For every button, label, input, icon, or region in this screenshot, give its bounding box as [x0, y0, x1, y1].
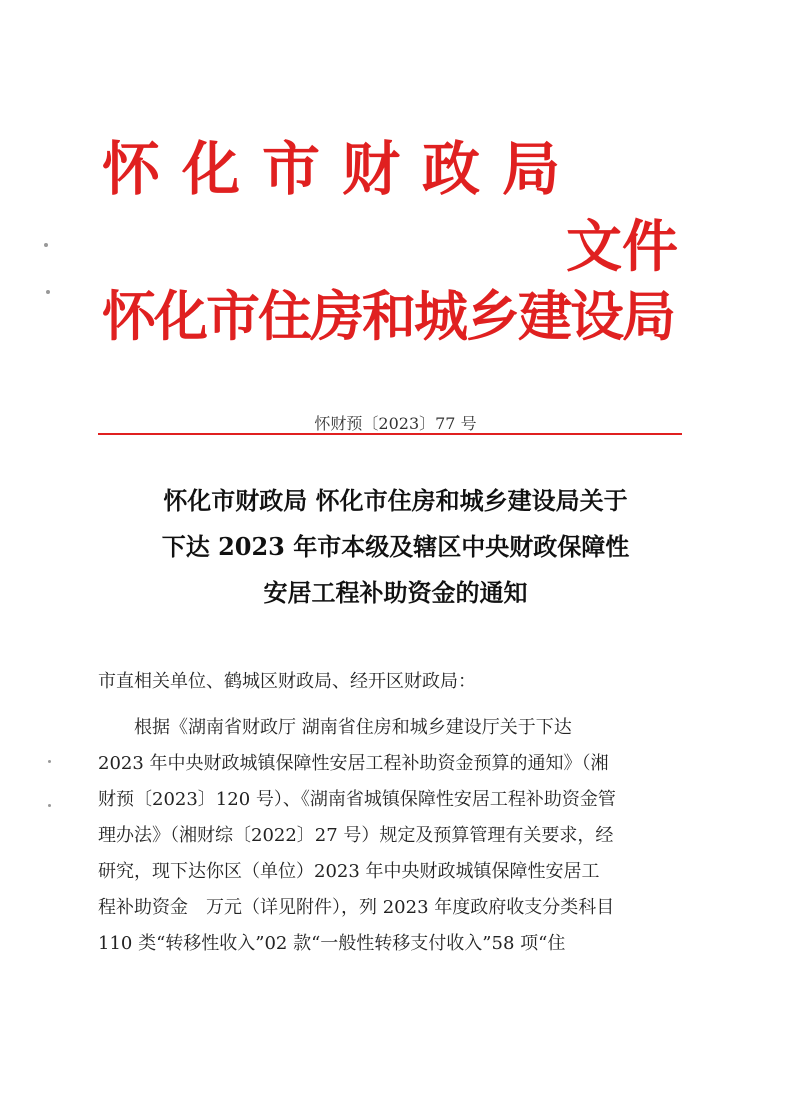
- body-line: 2023 年中央财政城镇保障性安居工程补助资金预算的通知》（湘: [98, 753, 609, 774]
- issuer-finance-bureau: 怀化市财政局: [102, 135, 583, 203]
- document-number: 怀财预〔2023〕77 号: [314, 414, 477, 433]
- document-title: [0, 478, 791, 616]
- body-line: 根据《湖南省财政厅 湖南省住房和城乡建设厅关于下达: [134, 717, 572, 738]
- title-line: 安居工程补助资金的通知: [263, 578, 528, 607]
- body-line: 理办法》（湘财综〔2022〕27 号）规定及预算管理有关要求，经: [98, 825, 614, 846]
- body-line: 财预〔2023〕120 号）、《湖南省城镇保障性安居工程补助资金管: [98, 789, 616, 810]
- document-type-label: 文件: [566, 215, 678, 280]
- scan-speck: [48, 804, 51, 807]
- title-line: 怀化市财政局 怀化市住房和城乡建设局关于: [163, 486, 628, 515]
- body-line: 110 类“转移性收入”02 款“一般性转移支付收入”58 项“住: [98, 933, 566, 954]
- body-line: 程补助资金 万元（详见附件），列 2023 年度政府收支分类科目: [98, 897, 615, 918]
- addressee: 市直相关单位、鹤城区财政局、经开区财政局：: [98, 671, 476, 692]
- scan-speck: [48, 760, 51, 763]
- red-divider: [98, 433, 682, 435]
- issuer-housing-bureau: 怀化市住房和城乡建设局: [102, 285, 674, 348]
- scan-speck: [44, 243, 48, 247]
- body-line: 研究，现下达你区（单位）2023 年中央财政城镇保障性安居工: [98, 861, 600, 882]
- body-text: [98, 710, 688, 962]
- scan-speck: [46, 290, 50, 294]
- title-line: 下达 2023 年市本级及辖区中央财政保障性: [161, 532, 630, 561]
